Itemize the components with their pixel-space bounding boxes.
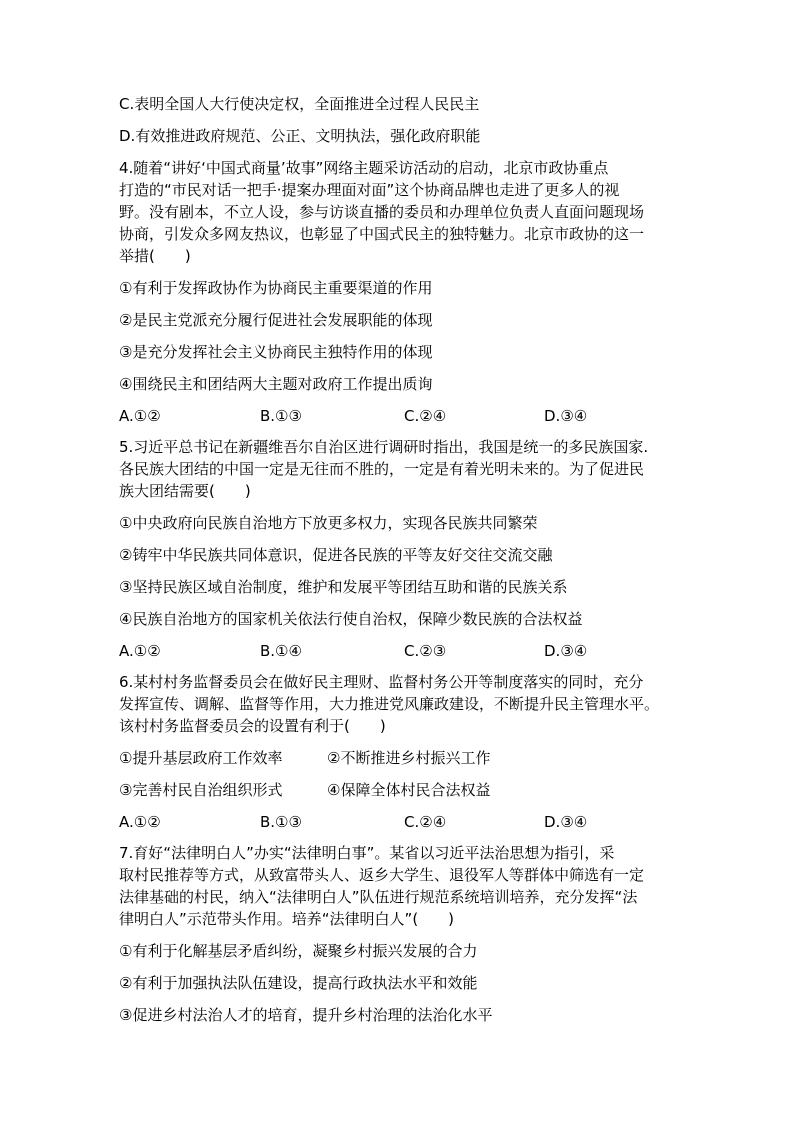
q6-item-4: ④保障全体村民合法权益: [327, 780, 491, 799]
q7-stem-line: 法律基础的村民，纳入“法律明白人”队伍进行规范系统培训培养，充分发挥“法: [119, 887, 638, 906]
q6-item-2: ②不断推进乡村振兴工作: [327, 748, 491, 767]
q5-choice-d[interactable]: D.③④: [544, 641, 588, 660]
q7-item-3: ③促进乡村法治人才的培育，提升乡村治理的法治化水平: [119, 1005, 493, 1024]
q5-stem-line: 各民族大团结的中国一定是无往而不胜的，一定是有着光明未来的。为了促进民: [119, 459, 645, 478]
q4-item-2: ②是民主党派充分履行促进社会发展职能的体现: [119, 310, 433, 329]
q5-item-2: ②铸牢中华民族共同体意识，促进各民族的平等友好交往交流交融: [119, 545, 553, 564]
q7-item-1: ①有利于化解基层矛盾纠纷，凝聚乡村振兴发展的合力: [119, 941, 478, 960]
q4-item-3: ③是充分发挥社会主义协商民主独特作用的体现: [119, 342, 433, 361]
q6-choice-c[interactable]: C.②④: [404, 812, 447, 831]
q5-stem-line: 5.习近平总书记在新疆维吾尔自治区进行调研时指出，我国是统一的多民族国家.: [119, 437, 649, 456]
q7-stem-line: 7.育好“法律明白人”办实“法律明白事”。某省以习近平法治思想为指引，采: [119, 843, 615, 862]
q6-items-row-2: [119, 779, 679, 801]
q6-item-3: ③完善村民自治组织形式: [119, 780, 283, 799]
q6-stem: [119, 671, 679, 737]
q4-choice-c[interactable]: C.②④: [404, 406, 447, 425]
q5-item-1: ①中央政府向民族自治地方下放更多权力，实现各民族共同繁荣: [119, 513, 538, 532]
q5-item-3: ③坚持民族区域自治制度，维护和发展平等团结互助和谐的民族关系: [119, 577, 568, 596]
q4-choice-b[interactable]: B.①③: [260, 406, 302, 425]
question-5: [119, 436, 679, 662]
q5-choice-a[interactable]: A.①②: [119, 641, 161, 660]
q6-stem-line: 6.某村村务监督委员会在做好民主理财、监督村务公开等制度落实的同时，充分: [119, 672, 644, 691]
q6-item-1: ①提升基层政府工作效率: [119, 748, 283, 767]
q6-stem-line: 该村村务监督委员会的设置有利于( ): [119, 716, 386, 735]
q5-stem: [119, 436, 679, 502]
q7-item-2: ②有利于加强执法队伍建设，提高行政执法水平和效能: [119, 973, 478, 992]
q5-choice-b[interactable]: B.①④: [260, 641, 302, 660]
q4-stem-line: 协商，引发众多网友热议，也彰显了中国式民主的独特魅力。北京市政协的这一: [119, 224, 645, 243]
question-4: [119, 157, 679, 427]
q4-item-1: ①有利于发挥政协作为协商民主重要渠道的作用: [119, 278, 433, 297]
q4-choices: [119, 405, 679, 427]
q6-stem-line: 发挥宣传、调解、监督等作用，大力推进党风廉政建设，不断提升民主管理水平。: [119, 694, 660, 713]
q3-option-c: C.表明全国人大行使决定权，全面推进全过程人民民主: [119, 95, 480, 113]
q5-choices: [119, 640, 679, 662]
q4-stem-line: 举措( ): [119, 246, 191, 265]
q6-choice-a[interactable]: A.①②: [119, 812, 161, 831]
question-7: [119, 842, 679, 1026]
q4-stem-line: 打造的“市民对话一把手·提案办理面对面”这个协商品牌也走进了更多人的视: [119, 180, 620, 199]
exam-page: [119, 93, 679, 1026]
q4-stem: [119, 157, 679, 267]
q4-choice-a[interactable]: A.①②: [119, 406, 161, 425]
q5-stem-line: 族大团结需要( ): [119, 481, 251, 500]
q4-stem-line: 野。没有剧本，不立人设，参与访谈直播的委员和办理单位负责人直面问题现场: [119, 202, 645, 221]
q3-option-d: D.有效推进政府规范、公正、文明执法，强化政府职能: [119, 126, 481, 145]
question-6: [119, 671, 679, 833]
q4-item-4: ④围绕民主和团结两大主题对政府工作提出质询: [119, 374, 433, 393]
q5-choice-c[interactable]: C.②③: [404, 641, 447, 660]
q6-choice-b[interactable]: B.①③: [260, 812, 302, 831]
q5-item-4: ④民族自治地方的国家机关依法行使自治权，保障少数民族的合法权益: [119, 609, 583, 628]
q7-stem-line: 取村民推荐等方式，从致富带头人、返乡大学生、退役军人等群体中筛选有一定: [119, 865, 645, 884]
q6-choice-d[interactable]: D.③④: [544, 812, 588, 831]
q7-stem: [119, 842, 679, 930]
q4-stem-line: 4.随着“讲好‘中国式商量’故事”网络主题采访活动的启动，北京市政协重点: [119, 158, 609, 177]
q4-choice-d[interactable]: D.③④: [544, 406, 588, 425]
q7-stem-line: 律明白人”示范带头作用。培养“法律明白人”( ): [119, 909, 455, 928]
q6-choices: [119, 811, 679, 833]
q6-items-row-1: [119, 747, 679, 769]
